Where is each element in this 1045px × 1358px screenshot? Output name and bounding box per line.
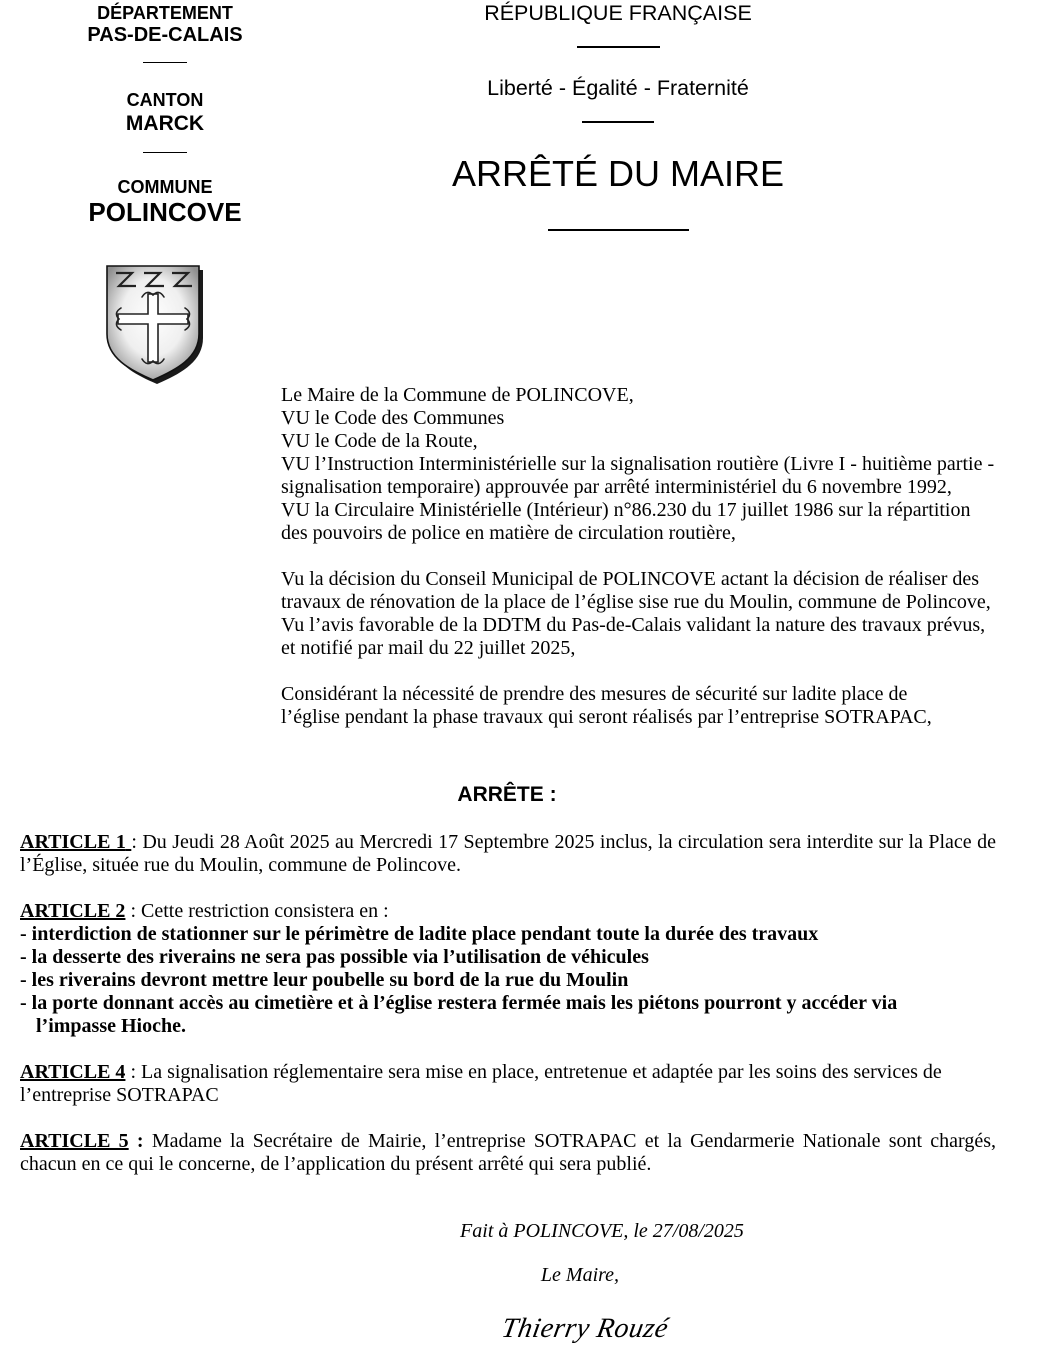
canton-name: MARCK	[125, 112, 205, 135]
coat-of-arms-icon	[104, 264, 208, 386]
paragraph-spacer	[20, 877, 996, 900]
header-divider	[577, 46, 660, 48]
article-5-line	[20, 1130, 996, 1153]
article-text: Cette restriction consistera en :	[141, 900, 389, 922]
canton-label: CANTON	[126, 90, 204, 110]
preamble-line: et notifié par mail du 22 juillet 2025,	[281, 637, 576, 659]
preamble-line: Vu l’avis favorable de la DDTM du Pas-de-Calais validant la nature des travaux prévus,	[281, 614, 986, 636]
article-1-line: l’Église, située rue du Moulin, commune de Polincove.	[20, 854, 462, 876]
title-underline	[548, 229, 689, 231]
preamble-line: VU le Code des Communes	[281, 407, 505, 429]
article-text: La signalisation réglementaire sera mise en place, entretenue et adaptée par les soins des services de	[141, 1061, 942, 1083]
article-text: Madame la Secrétaire de Mairie, l’entreprise SOTRAPAC et la Gendarmerie Nationale sont chargés,	[151, 1130, 997, 1152]
preamble-line: travaux de rénovation de la place de l’église sise rue du Moulin, commune de Polincove,	[281, 591, 991, 613]
department-name: PAS-DE-CALAIS	[87, 24, 243, 46]
place-and-date: Fait à POLINCOVE, le 27/08/2025	[460, 1220, 744, 1242]
preamble-line: des pouvoirs de police en matière de circulation routière,	[281, 522, 736, 544]
article-separator: :	[136, 1130, 144, 1152]
republic-label: RÉPUBLIQUE FRANÇAISE	[484, 1, 752, 25]
restriction-item: - les riverains devront mettre leur poubelle su bord de la rue du Moulin	[20, 969, 629, 991]
paragraph-spacer	[281, 545, 994, 568]
preamble-line: VU l’Instruction Interministérielle sur la signalisation routière (Livre I - huitième partie -	[281, 453, 995, 475]
preamble-line: Considérant la nécessité de prendre des mesures de sécurité sur ladite place de	[281, 683, 908, 705]
restriction-item: - la porte donnant accès au cimetière et à l’église restera fermée mais les piétons pourront y accéder via	[20, 992, 898, 1014]
article-separator: :	[130, 1061, 136, 1083]
preamble-line: VU le Code de la Route,	[281, 430, 478, 452]
article-5-line: chacun en ce qui le concerne, de l’application du présent arrêté qui sera publié.	[20, 1153, 652, 1175]
page-title: ARRÊTÉ DU MAIRE	[451, 153, 785, 194]
article-label: ARTICLE 4	[20, 1061, 126, 1083]
restriction-item-continuation: l’impasse Hioche.	[36, 1015, 186, 1037]
header-divider	[143, 62, 187, 63]
mayor-signature: Thierry Rouzé	[499, 1313, 671, 1344]
preamble-line: VU la Circulaire Ministérielle (Intérieur) n°86.230 du 17 juillet 1986 sur la répartition	[281, 499, 971, 521]
signatory-role: Le Maire,	[540, 1264, 620, 1286]
preamble-line: signalisation temporaire) approuvée par arrêté interministériel du 6 novembre 1992,	[281, 476, 952, 498]
articles	[20, 831, 996, 1176]
article-label: ARTICLE 1	[20, 831, 126, 853]
paragraph-spacer	[20, 1107, 996, 1130]
article-1-line	[20, 831, 996, 854]
decision-heading: ARRÊTE :	[457, 783, 557, 806]
preamble-line: Vu la décision du Conseil Municipal de POLINCOVE actant la décision de réaliser des	[281, 568, 980, 590]
restriction-item: - la desserte des riverains ne sera pas possible via l’utilisation de véhicules	[20, 946, 649, 968]
commune-name: POLINCOVE	[88, 197, 242, 227]
commune-label: COMMUNE	[117, 177, 213, 197]
paragraph-spacer	[20, 1038, 996, 1061]
paragraph-spacer	[281, 660, 994, 683]
restriction-item: - interdiction de stationner sur le périmètre de ladite place pendant toute la durée des travaux	[20, 923, 819, 945]
article-separator: :	[131, 831, 137, 853]
header-divider	[143, 152, 187, 153]
motto: Liberté - Égalité - Fraternité	[487, 76, 749, 100]
article-4-line: l’entreprise SOTRAPAC	[20, 1084, 219, 1106]
article-label: ARTICLE 5	[20, 1130, 129, 1152]
department-label: DÉPARTEMENT	[97, 3, 233, 23]
header-divider	[582, 121, 654, 123]
article-separator: :	[130, 900, 136, 922]
preamble-line: Le Maire de la Commune de POLINCOVE,	[281, 384, 634, 406]
preamble	[281, 384, 994, 729]
preamble-line: l’église pendant la phase travaux qui seront réalisés par l’entreprise SOTRAPAC,	[281, 706, 932, 728]
article-text: Du Jeudi 28 Août 2025 au Mercredi 17 Septembre 2025 inclus, la circulation sera interdite sur la Place de	[142, 831, 996, 853]
article-2-line	[20, 900, 996, 923]
article-label: ARTICLE 2	[20, 900, 126, 922]
article-4-line	[20, 1061, 996, 1084]
